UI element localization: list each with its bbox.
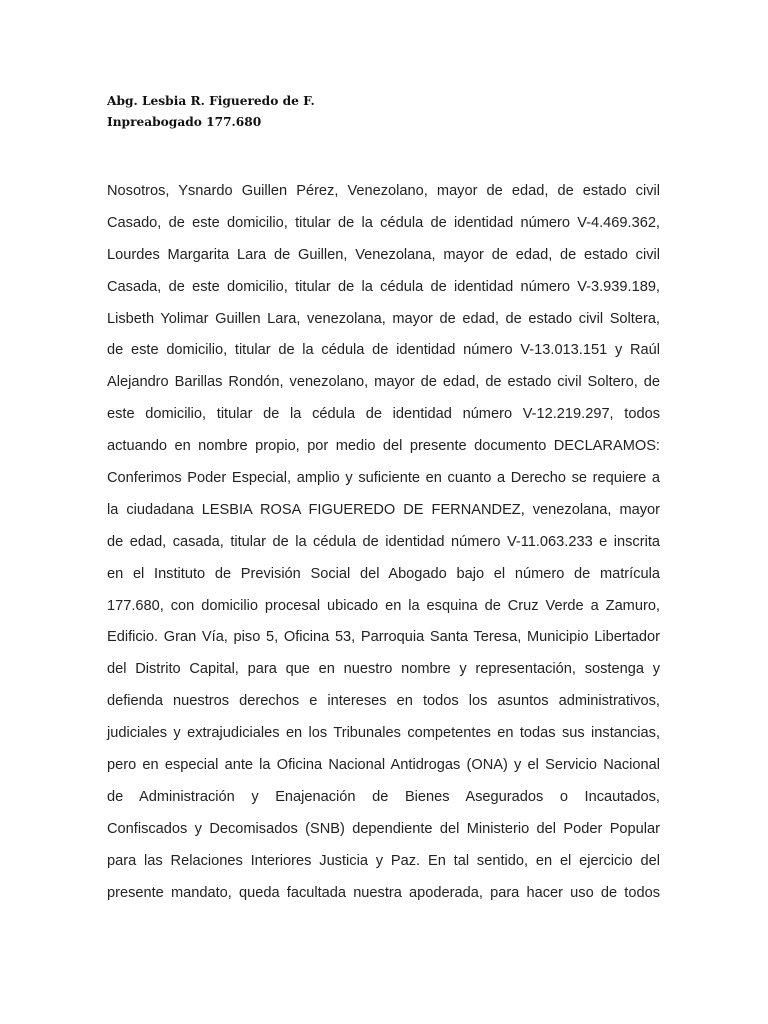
body-line: presente mandato, queda facultada nuestra apoderada, para hacer uso de todos [107,884,660,901]
body-line: en el Instituto de Previsión Social del Abogado bajo el número de matrícula [107,565,660,582]
document-body [107,176,660,909]
body-line: judiciales y extrajudiciales en los Tribunales competentes en todas sus instancias, [107,725,660,742]
attorney-registration: Inpreabogado 177.680 [107,115,262,129]
body-line: del Distrito Capital, para que en nuestro nombre y representación, sostenga y [107,661,660,678]
attorney-name: Abg. Lesbia R. Figueredo de F. [107,94,315,108]
body-line: defienda nuestros derechos e intereses en todos los asuntos administrativos, [107,693,660,710]
body-line: 177.680, con domicilio procesal ubicado en la esquina de Cruz Verde a Zamuro, [107,597,660,614]
body-line: Nosotros, Ysnardo Guillen Pérez, Venezolano, mayor de edad, de estado civil [107,183,660,199]
body-line: de Administración y Enajenación de Bienes Asegurados o Incautados, [107,788,660,805]
body-line: Casado, de este domicilio, titular de la cédula de identidad número V-4.469.362, [107,214,660,231]
body-line: Confiscados y Decomisados (SNB) dependiente del Ministerio del Poder Popular [107,820,660,837]
body-line: de este domicilio, titular de la cédula de identidad número V-13.013.151 y Raúl [107,342,660,359]
body-line: de edad, casada, titular de la cédula de identidad número V-11.063.233 e inscrita [107,533,660,550]
body-line: Lisbeth Yolimar Guillen Lara, venezolana, mayor de edad, de estado civil Soltera, [107,310,660,327]
body-line: Alejandro Barillas Rondón, venezolano, mayor de edad, de estado civil Soltero, de [107,374,660,391]
body-line: para las Relaciones Interiores Justicia y Paz. En tal sentido, en el ejercicio del [107,852,660,869]
body-line: este domicilio, titular de la cédula de identidad número V-12.219.297, todos [107,406,660,423]
body-line: la ciudadana LESBIA ROSA FIGUEREDO DE FERNANDEZ, venezolana, mayor [107,501,660,518]
body-line: Conferimos Poder Especial, amplio y suficiente en cuanto a Derecho se requiere a [107,470,660,487]
body-line: pero en especial ante la Oficina Nacional Antidrogas (ONA) y el Servicio Nacional [107,757,660,774]
body-line: Edificio. Gran Vía, piso 5, Oficina 53, Parroquia Santa Teresa, Municipio Libertador [107,629,660,646]
body-line: Casada, de este domicilio, titular de la cédula de identidad número V-3.939.189, [107,278,660,295]
letterhead [107,91,315,133]
body-line: Lourdes Margarita Lara de Guillen, Venezolana, mayor de edad, de estado civil [107,246,660,263]
body-line: actuando en nombre propio, por medio del presente documento DECLARAMOS: [107,438,660,455]
